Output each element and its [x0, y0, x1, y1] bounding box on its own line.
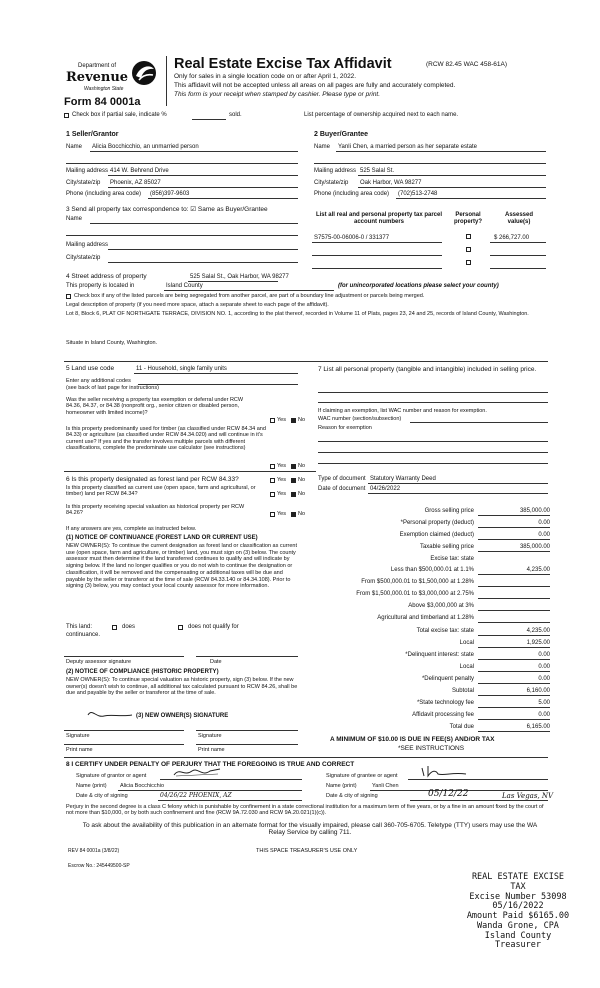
exemption-no-checkbox[interactable]	[291, 418, 296, 423]
stamp-line-1: REAL ESTATE EXCISE TAX	[471, 872, 565, 892]
if-any-yes-note: If any answers are yes, complete as instructed below.	[66, 526, 197, 532]
doc-type-label: Type of document	[318, 476, 366, 482]
header-note-3: This form is your receipt when stamped by cashier. Please type or print.	[174, 91, 381, 98]
grantee-signature-label: Signature of grantee or agent	[326, 773, 398, 779]
grantee-signature-scribble	[418, 762, 468, 780]
wac-label: WAC number (section/subsection)	[318, 416, 402, 422]
buyer-mailing-label: Mailing address	[314, 168, 357, 174]
historic-yes-label: Yes	[277, 511, 286, 517]
owner-print-name-label-2: Print name	[198, 747, 225, 753]
current-use-no-checkbox[interactable]	[291, 492, 296, 497]
header-note-1: Only for sales in a single location code on or after April 1, 2022.	[174, 73, 357, 80]
legal-description-text[interactable]: Lot 8, Block 6, PLAT OF NORTHGATE TERRACE, DIVISION NO. 1, according to the plat thereof, recorded in Volume 11 of Plats, pages 23, 24 and 25, records of Island County, Washington.	[66, 311, 529, 317]
historic-question: Is this property receiving special valuation as historical property per RCW 84.26?	[66, 504, 245, 517]
owner-signature-label-2: Signature	[198, 733, 222, 739]
tax-label-9: Agricultural and timberland at 1.28%	[377, 615, 474, 621]
ownership-note: List percentage of ownership acquired next to each name.	[304, 112, 459, 118]
tax-label-11: Local	[459, 640, 474, 646]
county-label: This property is located in	[66, 283, 135, 289]
tax-value-3[interactable]: 385,000.00	[519, 544, 550, 550]
dor-emblem-icon	[130, 60, 158, 86]
parcel-number-1[interactable]: S7575-00-06006-0 / 331377	[314, 235, 390, 241]
buyer-phone-label: Phone (including area code)	[314, 191, 390, 197]
buyer-heading: 2 Buyer/Grantee	[314, 131, 369, 138]
tax-label-6: From $500,000.01 to $1,500,000 at 1.28%	[361, 579, 474, 585]
correspondence-mailing-label: Mailing address	[66, 242, 109, 248]
additional-codes-label: Enter any additional codes	[66, 378, 131, 384]
notice-compliance-title: (2) NOTICE OF COMPLIANCE (HISTORIC PROPERTY)	[66, 669, 219, 675]
exemption-claim-label: If claiming an exemption, list WAC number and reason for exemption.	[318, 408, 487, 414]
new-owner-signature-scribble	[86, 706, 136, 720]
historic-no-checkbox[interactable]	[291, 512, 296, 517]
tax-label-7: From $1,500,000.01 to $3,000,000 at 2.75%	[356, 591, 474, 597]
current-use-question: Is this property classified as current use (open space, farm and agricultural, or timber) land per RCW 84.34?	[66, 485, 256, 498]
partial-sale-label: Check box if partial sale, indicate %	[72, 112, 167, 118]
tax-label-12: *Delinquent interest: state	[405, 652, 474, 658]
exemption-yes-checkbox[interactable]	[270, 418, 275, 423]
timber-no-label: No	[298, 463, 306, 469]
segregated-label: Check box if any of the listed parcels are being segregated from another parcel, are part of a boundary line adjustment or parcels being merged.	[74, 293, 425, 299]
this-land-label: This land:	[66, 624, 93, 630]
buyer-city-label: City/state/zip	[314, 180, 349, 186]
seller-mailing-label: Mailing address	[66, 168, 109, 174]
tax-value-0[interactable]: 385,000.00	[519, 508, 550, 514]
seller-phone-label: Phone (including area code)	[66, 191, 142, 197]
tax-label-14: *Delinquent penalty	[421, 676, 474, 682]
escrow-number: Escrow No.: 245449500-SP	[68, 863, 130, 869]
notice-continuance-title: (1) NOTICE OF CONTINUANCE (FOREST LAND OR CURRENT USE)	[66, 535, 258, 541]
see-back-note: (see back of last page for instructions)	[66, 385, 159, 391]
continuance-label: continuance.	[66, 632, 101, 638]
personal-property-checkbox-3[interactable]	[466, 260, 471, 265]
county-field[interactable]: Island County	[166, 283, 203, 289]
partial-sale-checkbox[interactable]	[64, 113, 69, 118]
correspondence-heading: 3 Send all property tax correspondence to: ☑ Same as Buyer/Grantee	[66, 206, 268, 213]
grantor-signature-label: Signature of grantor or agent	[76, 773, 147, 779]
see-instructions-note: *SEE INSTRUCTIONS	[398, 745, 465, 752]
timber-no-checkbox[interactable]	[291, 464, 296, 469]
buyer-name-label: Name	[314, 144, 331, 150]
land-use-field[interactable]: 11 - Household, single family units	[136, 366, 227, 372]
tax-value-15[interactable]: 6,160.00	[526, 688, 550, 694]
forest-yes-checkbox[interactable]	[270, 478, 275, 483]
current-use-yes-checkbox[interactable]	[270, 492, 275, 497]
tax-label-2: Exemption claimed (deduct)	[399, 532, 474, 538]
street-field[interactable]: 525 Salal St., Oak Harbor, WA 98277	[190, 274, 289, 280]
buyer-city-field[interactable]: Oak Harbor, WA 98277	[360, 180, 422, 186]
situate-text: Situate in Island County, Washington.	[66, 340, 158, 346]
seller-heading: 1 Seller/Grantor	[66, 131, 119, 138]
assessed-value-1[interactable]: $ 266,727.00	[494, 235, 530, 241]
personal-property-checkbox-1[interactable]	[466, 234, 471, 239]
seller-name-label: Name	[66, 144, 83, 150]
doc-date-field[interactable]: 04/26/2022	[370, 486, 401, 492]
segregated-checkbox[interactable]	[66, 294, 71, 299]
tax-label-15: Subtotal	[451, 688, 474, 694]
dept-line2: Revenue	[66, 70, 129, 85]
legal-description-label: Legal description of property (if you need more space, attach a separate sheet to each page of the affidavit).	[66, 302, 329, 308]
tax-label-4: Excise tax: state	[430, 556, 474, 562]
parcel-col-header: List all real and personal property tax parcel account numbers	[315, 212, 443, 225]
correspondence-name-label: Name	[66, 216, 83, 222]
treasurer-use-label: THIS SPACE TREASURER'S USE ONLY	[256, 848, 358, 854]
certify-heading: 8 I CERTIFY UNDER PENALTY OF PERJURY THAT THE FOREGOING IS TRUE AND CORRECT	[66, 761, 355, 768]
timber-yes-checkbox[interactable]	[270, 464, 275, 469]
forest-yes-label: Yes	[277, 477, 286, 483]
dept-line1: Department of	[78, 63, 117, 69]
stamp-line-5: Wanda Grone, CPA	[477, 920, 559, 931]
does-not-label: does not qualify for	[188, 624, 239, 630]
doc-type-field[interactable]: Statutory Warranty Deed	[370, 476, 436, 482]
seller-mailing-field[interactable]: 414 W. Behrend Drive	[110, 168, 169, 174]
grantor-signature-scribble	[172, 765, 222, 779]
tax-value-5[interactable]: 4,235.00	[526, 567, 550, 573]
grantee-city-field[interactable]: Las Vegas, NV	[502, 792, 554, 800]
tax-value-1[interactable]: 0.00	[538, 520, 550, 526]
tax-value-13[interactable]: 0.00	[538, 664, 550, 670]
header-note-2: This affidavit will not be accepted unless all areas on all pages are fully and accurately completed.	[174, 82, 456, 89]
deputy-date-label: Date	[210, 659, 222, 665]
tax-label-16: *State technology fee	[416, 700, 474, 706]
personal-property-heading: 7 List all personal property (tangible and intangible) included in selling price.	[318, 366, 537, 373]
revision-label: REV 84 0001a (3/8/22)	[68, 848, 120, 854]
grantee-date-field[interactable]: 05/12/22	[428, 789, 469, 799]
forest-land-question: 6 Is this property designated as forest land per RCW 84.33?	[66, 476, 239, 483]
new-owner-signature-title: (3) NEW OWNER(S) SIGNATURE	[136, 713, 229, 719]
grantor-name-field[interactable]: Alicia Bocchicchio	[120, 783, 165, 789]
does-label: does	[122, 624, 136, 630]
stamp-line-4: Amount Paid $6165.00	[466, 911, 570, 922]
treasurer-stamp	[462, 873, 574, 951]
correspondence-city-label: City/state/zip	[66, 255, 101, 261]
tax-value-16[interactable]: 5.00	[538, 700, 550, 706]
stamp-line-6: Island County Treasurer	[484, 930, 552, 951]
grantor-name-label: Name (print)	[76, 783, 107, 789]
reason-label: Reason for exemption	[318, 425, 372, 431]
tax-label-0: Gross selling price	[424, 508, 474, 514]
form-title: Real Estate Excise Tax Affidavit	[174, 56, 392, 72]
does-qualify-checkbox[interactable]	[112, 625, 117, 630]
unincorporated-note: (for unincorporated locations please select your county)	[338, 283, 499, 289]
exemption-yes-label: Yes	[277, 417, 286, 423]
grantee-date-label: Date & city of signing	[326, 793, 378, 799]
grantee-name-field[interactable]: Yanli Chen	[372, 783, 399, 789]
tax-label-10: Total excise tax: state	[416, 628, 474, 634]
seller-city-field[interactable]: Phoenix, AZ 85027	[110, 180, 161, 186]
tax-value-11[interactable]: 1,925.00	[526, 640, 550, 646]
tax-value-17[interactable]: 0.00	[538, 712, 550, 718]
forest-no-checkbox[interactable]	[291, 478, 296, 483]
does-not-qualify-checkbox[interactable]	[178, 625, 183, 630]
sold-label: sold.	[229, 112, 242, 118]
tax-value-14[interactable]: 0.00	[538, 676, 550, 682]
stamp-line-3: 05/16/2022	[492, 901, 544, 912]
assessed-value-col-header: Assessed value(s)	[504, 212, 534, 225]
seller-city-label: City/state/zip	[66, 180, 101, 186]
grantor-date-label: Date & city of signing	[76, 793, 128, 799]
tax-value-2[interactable]: 0.00	[538, 532, 550, 538]
historic-no-label: No	[298, 511, 306, 517]
personal-property-col-header: Personal property?	[453, 212, 482, 225]
stamp-line-2: Excise Number 53098	[469, 891, 567, 902]
tax-label-3: Taxable selling price	[419, 544, 474, 550]
tax-label-8: Above $3,000,000 at 3%	[408, 603, 474, 609]
timber-yes-label: Yes	[277, 463, 286, 469]
dept-line3: Washington State	[84, 86, 124, 92]
tax-label-5: Less than $500,000.01 at 1.1%	[390, 567, 474, 573]
availability-notice: To ask about the availability of this publication in an alternate format for the visually impaired, please call 360-705-6705. Teletype (TTY) users may use the WA Relay Service by calling 711.	[82, 822, 538, 837]
tax-value-10[interactable]: 4,235.00	[526, 628, 550, 634]
buyer-phone-field[interactable]: (702)513-2748	[398, 191, 438, 197]
seller-name-field[interactable]: Alicia Bocchicchio, an unmarried person	[92, 144, 199, 150]
tax-label-18: Total due	[449, 724, 474, 730]
grantor-date-field[interactable]: 04/26/22 PHOENIX, AZ	[160, 792, 232, 799]
doc-date-label: Date of document	[318, 486, 366, 492]
seller-phone-field[interactable]: (856)397-9603	[150, 191, 190, 197]
street-label: 4 Street address of property	[66, 273, 147, 280]
buyer-name-field[interactable]: Yanli Chen, a married person as her separate estate	[338, 144, 477, 150]
timber-question: Is this property predominantly used for timber (as classified under RCW 84.34 and 84.33) or agriculture (as classified under RCW 84.34.020) and will continue in it's current use? If yes and the transfer involves multiple parcels with different classifications, complete the predominate use calculator (see instructions)	[66, 426, 266, 451]
deputy-signature-label: Deputy assessor signature	[66, 659, 132, 665]
exemption-no-label: No	[298, 417, 306, 423]
tax-label-1: *Personal property (deduct)	[400, 520, 474, 526]
owner-signature-label-1: Signature	[66, 733, 90, 739]
tax-label-13: Local	[459, 664, 474, 670]
current-use-yes-label: Yes	[277, 491, 286, 497]
tax-label-17: Affidavit processing fee	[412, 712, 474, 718]
rcw-reference: (RCW 82.45 WAC 458-61A)	[426, 61, 508, 68]
land-use-label: 5 Land use code	[66, 365, 115, 372]
historic-yes-checkbox[interactable]	[270, 512, 275, 517]
grantee-name-label: Name (print)	[326, 783, 357, 789]
buyer-mailing-field[interactable]: 525 Salal St.	[360, 168, 395, 174]
form-number: Form 84 0001a	[64, 96, 141, 108]
tax-value-12[interactable]: 0.00	[538, 652, 550, 658]
tax-value-18[interactable]: 6,165.00	[526, 724, 550, 730]
notice-compliance-text: NEW OWNER(S): To continue special valuation as historic property, sign (3) below. If the new owner(s) doesn't wish to continue, all additional tax calculated pursuant to RCW 84.26, shall be due and payable by the seller or transferor at the time of sale.	[66, 677, 298, 697]
minimum-due-note: A MINIMUM OF $10.00 IS DUE IN FEE(S) AND/OR TAX	[330, 736, 495, 743]
personal-property-checkbox-2[interactable]	[466, 247, 471, 252]
current-use-no-label: No	[298, 491, 306, 497]
forest-no-label: No	[298, 477, 306, 483]
exemption-question: Was the seller receiving a property tax exemption or deferral under RCW 84.36, 84.37, or 84.38 (nonprofit org., senior citizen or disabled person, homeowner with limited income)?	[66, 397, 244, 416]
owner-print-name-label-1: Print name	[66, 747, 93, 753]
notice-continuance-text: NEW OWNER(S): To continue the current designation as forest land or classification as current use (open space, farm and agriculture, or timber) land, you must sign on (3) below. The county assessor must then determine if the land transferred continues to qualify and will indicate by signing below. If the land no longer qualifies or you do not wish to continue the designation or classification, it will be removed and the compensating or additional taxes will be due and payable by the seller or transferor at the time of sale (RCW 84.33.140 or 84.34.108). Prior to signing (3) below, you may contact your local county assessor for more information.	[66, 543, 297, 590]
perjury-notice: Perjury in the second degree is a class C felony which is punishable by confinement in a state correctional institution for a maximum term of five years, or by a fine in an amount fixed by the court of not more than $10,000, or by both such confinement and fine (RCW 9A.72.030 and RCW 9A.20.021(1)(c)).	[66, 804, 544, 817]
